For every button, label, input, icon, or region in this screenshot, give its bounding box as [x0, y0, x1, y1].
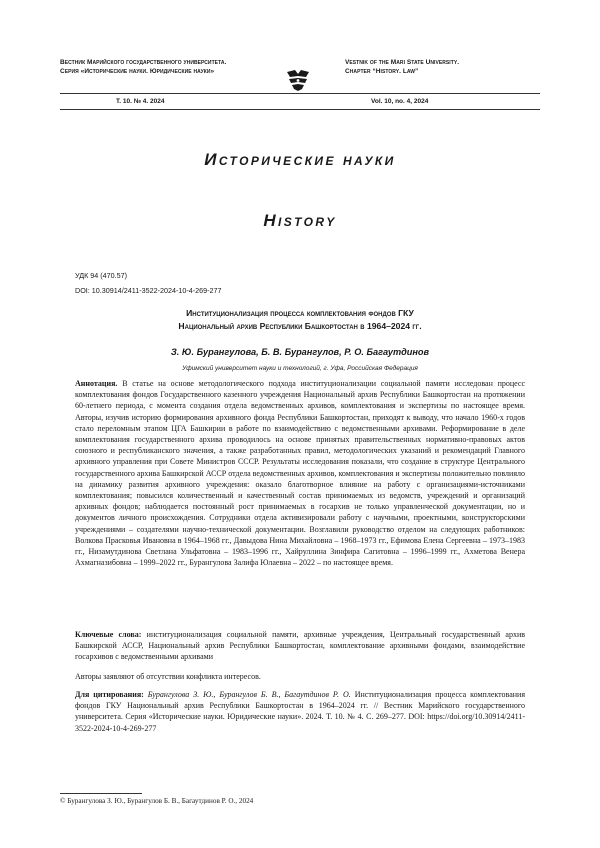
- article-title-line2: Национальный архив Республики Башкортостан в 1964–2024 гг.: [178, 320, 422, 331]
- abstract: [75, 378, 525, 568]
- article-title-line1: Институционализация процесса комплектования фондов ГКУ: [186, 308, 414, 318]
- citation: [75, 689, 525, 734]
- citation-label: Для цитирования:: [75, 690, 144, 699]
- abstract-label: Аннотация.: [75, 379, 118, 388]
- volume-en: Vol. 10, no. 4, 2024: [371, 98, 429, 105]
- copyright: © Бурангулова З. Ю., Бурангулов Б. В., Багаутдинов Р. О., 2024: [60, 797, 254, 805]
- conflict-statement: Авторы заявляют об отсутствии конфликта интересов.: [75, 672, 261, 681]
- section-title-en: History: [263, 211, 337, 230]
- journal-series-en: Chapter “History. Law”: [345, 67, 419, 75]
- keywords-text: институционализация социальной памяти, архивные учреждения, Центральный государственный архив Башкирской АССР, Национальный архив Республики Башкортостан, комплектование архивными фондами, взаимодействие госархивов с ведомственными архивами: [75, 630, 525, 662]
- university-emblem-icon: [284, 68, 312, 92]
- keywords-label: Ключевые слова:: [75, 630, 142, 639]
- keywords: [75, 629, 525, 663]
- doi: DOI: 10.30914/2411-3522-2024-10-4-269-277: [75, 286, 222, 295]
- journal-name-en: Vestnik of the Mari State University.: [345, 59, 460, 66]
- article-title: [80, 307, 520, 332]
- section-title-ru: Исторические науки: [204, 150, 396, 169]
- citation-authors: Бурангулова З. Ю., Бурангулов Б. В., Багаутдинов Р. О.: [147, 690, 351, 699]
- footnote-rule: [60, 793, 142, 794]
- journal-series-ru: Серия «Исторические науки. Юридические науки»: [60, 67, 215, 75]
- journal-header-en: [345, 59, 545, 76]
- citation-text: Институционализация процесса комплектования фондов ГКУ Национальный архив Республики Башкортостан в 1964–2024 гг. // Вестник Марийского государственного университета. Серия «Исторические науки. Юридические науки». 2024. Т. 10. № 4. С. 269–277. DOI: https://doi.org/10.30914/2411-3522-2024-10-4-269-277: [75, 690, 526, 733]
- abstract-text: В статье на основе методологического подхода институционализации социальной памяти исследован процесс комплектования фондов Государственного казенного учреждения Национальный архив Республики Башкортостан на протяжении 60-летнего периода, с момента создания отдела ведомственных архивов, комплектования и экспертизы по настоящее время. Авторы, изучив историю формирования архивного фонда Республики Башкортостан, приходят к выводу, что начало 1960-х годов стало переломным этапом ЦГА Башкирии в работе по взаимодействию с ведомственными архивами. Реформирование в деле комплектования государственного архива проводилось на основе принятых правительственных нормативно-правовых актов союзного и республиканского значения, а также разработанных правил, методологических указаний и рекомендаций Главного архивного управления при Совете Министров СССР. Результаты исследования показали, что создание в структуре Центрального государственного архива Башкирской АССР отдела ведомственных архивов, комплектования и экспертизы положительно повлияло на динамику развития архивного учреждения: оказало благотворное влияние на работу с организациями-источниками комплектования; повысился количественный и качественный состав принимаемых из ведомств, учреждений и организаций архивных фондов; наблюдается постоянный рост принимаемых в госархив не только управленческой документации, но и документов личного происхождения. Сотрудники отдела активизировали работу с научными, проектными, конструкторскими учреждениями – создателями научно-технической документации. Возглавили руководство отделом на следующих работников: Волкова Прасковья Ивановна в 1964–1968 гг., Давыдова Нина Михайловна – 1968–1973 гг., Ефимова Елена Сергеевна – 1973–1983 гг., Низамутдинова Светлана Ульфатовна – 1983–1996 гг., Хайруллина Зинфира Сагитовна – 1996–1999 гг., Ахметова Венера Ахмагназибовна – 1999–2022 гг., Бурангулова Залифа Юлаевна – 2022 – по настоящее время.: [75, 379, 525, 568]
- udk-code: УДК 94 (470.57): [75, 271, 128, 280]
- journal-header-ru: [60, 59, 285, 76]
- header-rule-top: [60, 93, 540, 94]
- volume-ru: Т. 10. № 4. 2024: [116, 98, 165, 105]
- affiliation: Уфимский университет науки и технологий, г. Уфа, Российская Федерация: [182, 365, 418, 372]
- header-rule-bottom: [60, 109, 540, 110]
- authors: З. Ю. Бурангулова, Б. В. Бурангулов, Р. О. Багаутдинов: [170, 347, 430, 357]
- journal-name-ru: Вестник Марийского государственного университета.: [60, 59, 227, 66]
